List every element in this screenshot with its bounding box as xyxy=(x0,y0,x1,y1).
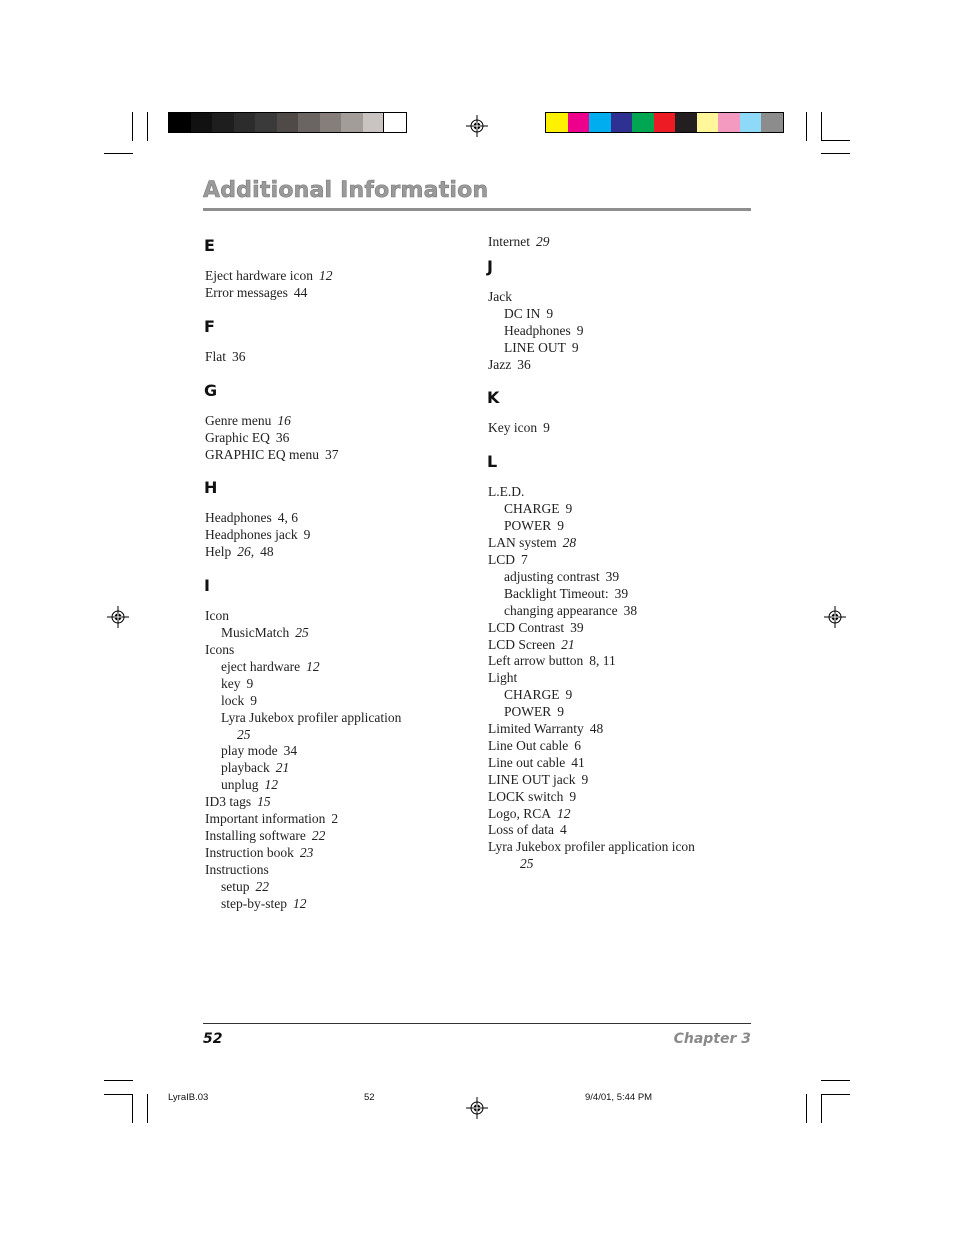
index-page-ref: 48 xyxy=(589,721,604,737)
index-term: Headphones xyxy=(205,510,272,526)
index-term: Flat xyxy=(205,348,227,364)
index-term: POWER xyxy=(504,518,552,534)
index-page-ref: 6 xyxy=(574,737,581,753)
color-swatch xyxy=(740,113,762,132)
crop-mark xyxy=(821,153,850,154)
index-entry xyxy=(488,586,788,603)
index-entry xyxy=(488,323,788,340)
index-entry xyxy=(205,544,475,561)
index-entry xyxy=(205,447,475,464)
index-entry xyxy=(205,845,475,862)
color-swatch xyxy=(632,113,654,132)
index-entry xyxy=(205,285,475,302)
index-page-ref: 36 xyxy=(232,348,246,364)
footer-rule xyxy=(203,1023,751,1024)
registration-mark-icon xyxy=(824,606,846,628)
color-swatch xyxy=(384,113,406,132)
index-term: play mode xyxy=(221,743,278,759)
index-entry xyxy=(205,659,475,676)
index-entry xyxy=(488,822,788,839)
index-term: Eject hardware icon xyxy=(205,268,313,283)
index-page-ref: 15 xyxy=(257,794,271,810)
index-term: Limited Warranty xyxy=(488,721,584,737)
index-page-ref: 39 xyxy=(614,585,629,601)
index-entry xyxy=(205,811,475,828)
index-entry xyxy=(488,704,788,721)
crop-mark xyxy=(806,1094,807,1123)
index-term: Genre menu xyxy=(205,412,272,428)
index-term: L.E.D. xyxy=(488,484,525,500)
index-entry xyxy=(488,755,788,772)
index-page-ref: 22 xyxy=(311,827,326,843)
index-page-ref: 9 xyxy=(246,675,254,691)
index-entry xyxy=(205,727,475,744)
index-entry xyxy=(488,552,788,569)
index-term: MusicMatch xyxy=(221,625,290,641)
page-title: Additional Information xyxy=(203,178,489,203)
index-page-ref: 9 xyxy=(581,771,589,787)
index-term: ID3 tags xyxy=(205,794,252,810)
index-page-ref: 12 xyxy=(264,777,279,793)
index-page-ref: 28 xyxy=(562,535,577,551)
index-entry xyxy=(488,789,788,806)
index-page-ref: 2 xyxy=(331,811,339,827)
index-entry xyxy=(205,693,475,710)
index-entry xyxy=(205,777,475,794)
index-term: Jack xyxy=(488,288,512,304)
index-page-ref: 9 xyxy=(576,322,584,338)
index-entry xyxy=(488,721,788,738)
index-term: 25 xyxy=(237,726,251,742)
color-swatch xyxy=(191,113,213,132)
index-page-ref: 9 xyxy=(557,518,564,534)
index-term: LINE OUT xyxy=(504,339,566,355)
index-term: LINE OUT jack xyxy=(488,771,576,787)
index-term: Jazz xyxy=(488,356,512,372)
index-term: playback xyxy=(221,760,270,776)
index-term: step-by-step xyxy=(221,895,287,911)
index-entry xyxy=(488,289,788,306)
index-term: Logo, RCA xyxy=(488,805,552,821)
color-swatch xyxy=(654,113,676,132)
registration-mark-icon xyxy=(466,115,488,137)
index-letter-heading: J xyxy=(487,256,493,276)
color-swatch xyxy=(611,113,633,132)
color-swatch xyxy=(363,113,385,132)
index-entry xyxy=(488,620,788,637)
index-entry xyxy=(488,484,788,501)
index-entry xyxy=(205,676,475,693)
index-term: Help xyxy=(205,544,232,560)
index-term: Backlight Timeout: xyxy=(504,585,609,601)
index-letter-heading: K xyxy=(487,388,500,408)
index-entry xyxy=(205,794,475,811)
index-entry xyxy=(205,268,475,285)
crop-mark xyxy=(821,112,822,141)
index-column-left xyxy=(205,234,475,925)
index-term: Installing software xyxy=(205,827,306,843)
index-entry xyxy=(205,879,475,896)
index-term: Headphones jack xyxy=(205,527,298,543)
index-term: Line out cable xyxy=(488,754,566,770)
color-swatch xyxy=(697,113,719,132)
index-entry xyxy=(205,510,475,527)
index-page-ref: 36 xyxy=(275,429,290,445)
crop-mark xyxy=(821,1080,850,1081)
index-entry xyxy=(488,856,788,873)
index-entry xyxy=(205,760,475,777)
index-term: CHARGE xyxy=(504,501,560,517)
index-term: setup xyxy=(221,878,250,894)
index-term: Left arrow button xyxy=(488,653,584,669)
index-page-ref: 23 xyxy=(299,844,314,860)
crop-mark xyxy=(104,153,133,154)
index-page-ref: 21 xyxy=(561,636,575,652)
index-term: POWER xyxy=(504,704,552,720)
index-entry xyxy=(205,430,475,447)
color-swatch xyxy=(761,113,783,132)
index-page-ref: 16 xyxy=(277,412,291,428)
index-entry xyxy=(488,357,788,374)
index-term: unplug xyxy=(221,777,259,793)
index-term: GRAPHIC EQ menu xyxy=(205,446,319,462)
index-page-ref: 39 xyxy=(570,619,584,635)
index-letter-heading: G xyxy=(204,380,218,400)
index-entry xyxy=(488,603,788,620)
index-entry xyxy=(205,862,475,879)
registration-mark-icon xyxy=(107,606,129,628)
registration-mark-icon xyxy=(466,1097,488,1119)
color-swatch xyxy=(675,113,697,132)
crop-mark xyxy=(147,1094,148,1123)
index-term: eject hardware xyxy=(221,658,301,674)
index-entry xyxy=(205,527,475,544)
index-page-ref: 39 xyxy=(605,568,620,584)
index-entry xyxy=(205,828,475,845)
index-page-ref: 9 xyxy=(571,339,579,355)
index-term: Icon xyxy=(205,608,229,624)
index-page-ref: 12 xyxy=(306,658,320,674)
index-page-ref: 21 xyxy=(275,760,290,776)
index-term: Key icon xyxy=(488,420,538,436)
index-column-right xyxy=(488,234,788,886)
index-entry xyxy=(488,340,788,357)
index-entry xyxy=(205,349,475,366)
index-entry xyxy=(488,687,788,704)
index-page-ref: 9 xyxy=(565,687,573,703)
index-entry xyxy=(488,501,788,518)
index-page-ref: 7 xyxy=(521,551,528,567)
index-entry xyxy=(488,518,788,535)
color-swatch xyxy=(341,113,363,132)
slug-file: LyraIB.03 xyxy=(168,1092,209,1103)
index-term: Internet xyxy=(488,234,530,249)
index-entry xyxy=(488,670,788,687)
color-swatch xyxy=(568,113,590,132)
index-page-ref: 26, xyxy=(237,544,255,560)
index-page-ref: 12 xyxy=(292,895,307,911)
crop-mark xyxy=(132,1094,133,1123)
index-term: key xyxy=(221,675,241,691)
index-term: Graphic EQ xyxy=(205,429,270,445)
index-page-ref: 9 xyxy=(557,704,564,720)
crop-mark xyxy=(104,1094,133,1095)
chapter-label: Chapter 3 xyxy=(673,1031,751,1047)
index-letter-heading: F xyxy=(204,316,215,336)
slug-datetime: 9/4/01, 5:44 PM xyxy=(585,1092,653,1103)
index-term: CHARGE xyxy=(504,687,560,703)
index-term: Important information xyxy=(205,811,326,827)
index-term: DC IN xyxy=(504,305,541,321)
index-entry xyxy=(488,306,788,323)
index-page-ref: 9 xyxy=(546,305,554,321)
index-term: LCD Contrast xyxy=(488,619,565,635)
crop-mark xyxy=(132,112,133,141)
index-entry xyxy=(205,710,475,727)
index-term: Loss of data xyxy=(488,822,554,838)
index-page-ref: 29 xyxy=(535,234,550,249)
color-swatch xyxy=(718,113,740,132)
index-page-ref: 9 xyxy=(250,692,257,708)
index-entry xyxy=(488,806,788,823)
index-letter-heading: H xyxy=(204,478,218,498)
index-entry xyxy=(205,625,475,642)
index-term: Light xyxy=(488,670,518,686)
index-term: Lyra Jukebox profiler application xyxy=(221,709,402,725)
color-swatch xyxy=(277,113,299,132)
color-swatch xyxy=(298,113,320,132)
index-entry xyxy=(205,642,475,659)
index-term: 25 xyxy=(520,856,534,872)
index-letter-heading: L xyxy=(487,452,498,472)
crop-mark xyxy=(821,1094,850,1095)
index-entry xyxy=(488,637,788,654)
index-term: Line Out cable xyxy=(488,737,569,753)
index-term: LOCK switch xyxy=(488,788,564,804)
index-page-ref: 4, 6 xyxy=(277,510,298,526)
index-page-ref: 9 xyxy=(303,527,311,543)
index-entry xyxy=(488,653,788,670)
index-page-ref: 48 xyxy=(260,544,274,560)
index-page-ref: 38 xyxy=(623,602,638,618)
index-entry xyxy=(488,234,788,251)
color-swatch xyxy=(589,113,611,132)
index-letter-heading: E xyxy=(204,236,215,255)
color-swatch xyxy=(212,113,234,132)
index-page-ref: 9 xyxy=(543,420,550,436)
title-rule xyxy=(203,208,751,211)
index-term: Headphones xyxy=(504,322,571,338)
index-term: LCD xyxy=(488,551,515,567)
crop-mark xyxy=(147,112,148,141)
index-page-ref: 4 xyxy=(559,822,567,838)
index-entry xyxy=(488,839,788,856)
index-page-ref: 8, 11 xyxy=(589,653,616,669)
index-entry xyxy=(488,569,788,586)
index-term: adjusting contrast xyxy=(504,568,600,584)
index-letter-heading: I xyxy=(204,576,210,596)
index-page-ref: 9 xyxy=(565,501,573,517)
index-entry xyxy=(205,413,475,430)
color-swatch xyxy=(320,113,342,132)
index-term: Instructions xyxy=(205,861,269,877)
index-entry xyxy=(205,896,475,913)
index-term: lock xyxy=(221,692,245,708)
index-term: Icons xyxy=(205,641,235,657)
index-page-ref: 12 xyxy=(557,805,571,821)
crop-mark xyxy=(104,1080,133,1081)
color-swatch xyxy=(234,113,256,132)
process-color-bar xyxy=(545,112,784,133)
index-page-ref: 25 xyxy=(295,625,309,641)
slug-page: 52 xyxy=(364,1092,375,1103)
color-swatch xyxy=(546,113,568,132)
color-swatch xyxy=(255,113,277,132)
index-term: LCD Screen xyxy=(488,636,556,652)
crop-mark xyxy=(806,112,807,141)
grayscale-color-bar xyxy=(168,112,407,133)
index-page-ref: 44 xyxy=(293,284,308,300)
page-number: 52 xyxy=(203,1031,223,1047)
color-swatch xyxy=(169,113,191,132)
crop-mark xyxy=(821,140,850,141)
index-page-ref: 22 xyxy=(255,878,269,894)
index-page-ref: 41 xyxy=(571,754,585,770)
index-entry xyxy=(488,772,788,789)
index-entry xyxy=(488,535,788,552)
index-entry xyxy=(488,420,788,437)
index-term: Error messages xyxy=(205,284,288,300)
crop-mark xyxy=(821,1094,822,1123)
index-term: Instruction book xyxy=(205,844,294,860)
index-term: Lyra Jukebox profiler application icon xyxy=(488,839,695,855)
index-entry xyxy=(488,738,788,755)
index-page-ref: 12 xyxy=(318,268,333,283)
index-term: changing appearance xyxy=(504,602,618,618)
index-page-ref: 36 xyxy=(517,356,531,372)
index-page-ref: 37 xyxy=(325,446,339,462)
index-term: LAN system xyxy=(488,535,557,551)
index-page-ref: 34 xyxy=(283,743,298,759)
index-entry xyxy=(205,608,475,625)
index-page-ref: 9 xyxy=(569,788,577,804)
index-entry xyxy=(205,743,475,760)
